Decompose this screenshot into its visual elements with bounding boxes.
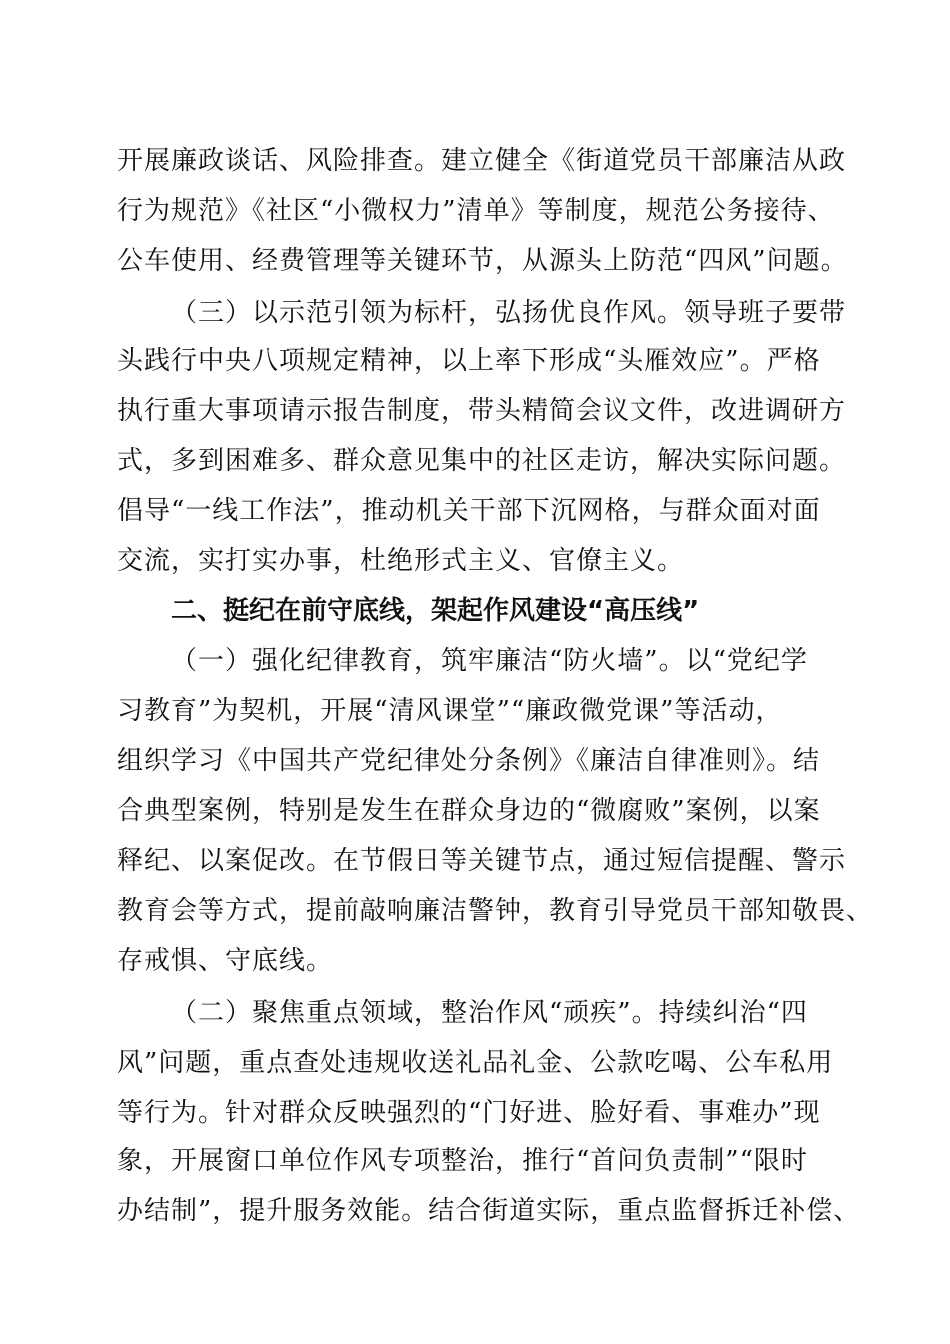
body-line: 开展廉政谈话、风险排查。建立健全《街道党员干部廉洁从政 — [117, 146, 847, 176]
section-heading: 二、挺纪在前守底线，架起作风建设“高压线” — [171, 596, 700, 626]
body-line: 风”问题，重点查处违规收送礼品礼金、公款吃喝、公车私用 — [117, 1048, 834, 1078]
body-line: 象，开展窗口单位作风专项整治，推行“首问负责制”“限时 — [117, 1146, 808, 1176]
body-line: 存戒惧、守底线。 — [117, 946, 334, 976]
body-line: 释纪、以案促改。在节假日等关键节点，通过短信提醒、警示 — [117, 846, 847, 876]
body-line: 公车使用、经费管理等关键环节，从源头上防范“四风”问题。 — [117, 246, 848, 276]
body-line: 办结制”，提升服务效能。结合街道实际，重点监督拆迁补偿、 — [117, 1196, 861, 1226]
body-line: 执行重大事项请示报告制度，带头精简会议文件，改进调研方 — [117, 396, 847, 426]
body-line: 教育会等方式，提前敲响廉洁警钟，教育引导党员干部知敬畏、 — [117, 896, 874, 926]
body-line: 等行为。针对群众反映强烈的“门好进、脸好看、事难办”现 — [117, 1098, 821, 1128]
body-line: 倡导“一线工作法”，推动机关干部下沉网格，与群众面对面 — [117, 496, 821, 526]
body-line: 交流，实打实办事，杜绝形式主义、官僚主义。 — [117, 546, 685, 576]
subsection-line: （二）聚焦重点领域，整治作风“顽疾”。持续纠治“四 — [171, 998, 808, 1028]
body-line: 组织学习《中国共产党纪律处分条例》《廉洁自律准则》。结 — [117, 746, 821, 776]
subsection-line: （三）以示范引领为标杆，弘扬优良作风。领导班子要带 — [171, 298, 847, 328]
body-line: 式，多到困难多、群众意见集中的社区走访，解决实际问题。 — [117, 446, 847, 476]
body-line: 习教育”为契机，开展“清风课堂”“廉政微党课”等活动， — [117, 696, 783, 726]
body-line: 行为规范》《社区“小微权力”清单》等制度，规范公务接待、 — [117, 196, 835, 226]
body-line: 合典型案例，特别是发生在群众身边的“微腐败”案例，以案 — [117, 796, 821, 826]
subsection-line: （一）强化纪律教育，筑牢廉洁“防火墙”。以“党纪学 — [171, 646, 808, 676]
body-line: 头践行中央八项规定精神，以上率下形成“头雁效应”。严格 — [117, 346, 821, 376]
